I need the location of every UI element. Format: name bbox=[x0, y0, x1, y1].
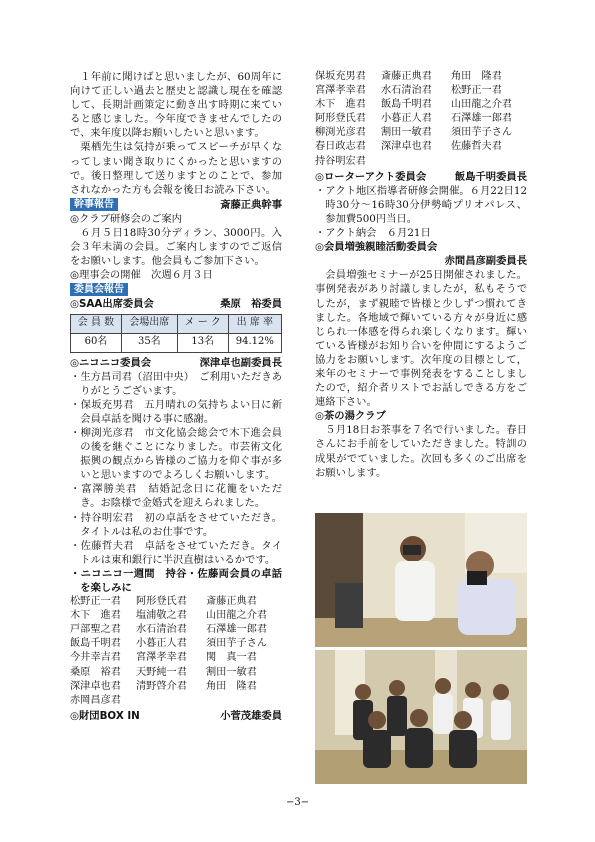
committee-report-label: 委員会報告 bbox=[70, 283, 128, 296]
member-name: 割田一敏君 bbox=[381, 127, 432, 139]
member-name: 木下 進君 bbox=[70, 610, 121, 622]
list-item: ・アクト地区指導者研修会開催。６月22日12時30分〜16時30分伊勢崎プリオパレス、参加費500円当日。 bbox=[315, 184, 527, 225]
member-name: 今井幸吉君 bbox=[70, 652, 121, 664]
table-cell: 13名 bbox=[177, 333, 228, 352]
list-item: ・生方昌司君（沼田中央） ご利用いただきありがとうございます。 bbox=[70, 370, 282, 397]
table-header-cell: 出 席 率 bbox=[228, 314, 281, 333]
right-column bbox=[315, 70, 527, 480]
kanji-report-label: 幹事報告 bbox=[70, 198, 118, 211]
member-name: 水石清治君 bbox=[381, 85, 432, 97]
rotaract-title: ◎ローターアクト委員会 bbox=[315, 170, 427, 183]
member-name: 深津卓也君 bbox=[381, 141, 432, 153]
table-cell: 94.12% bbox=[228, 333, 281, 352]
member-name: 飯島千明君 bbox=[70, 638, 121, 650]
tea-ceremony-photo-2 bbox=[315, 650, 527, 784]
membership-committee-title: ◎会員増強親睦活動委員会 bbox=[315, 241, 438, 254]
member-name: 阿形登氏君 bbox=[315, 113, 366, 125]
member-name: 角田 隆君 bbox=[451, 71, 502, 82]
member-name: 塩浦敬之君 bbox=[136, 610, 187, 622]
member-name: 割田一敏君 bbox=[206, 666, 257, 678]
board-meeting-notice: ◎理事会の開催 次週６月３日 bbox=[70, 269, 213, 282]
attendance-table-header-row bbox=[71, 314, 282, 333]
member-name: 山田龍之介君 bbox=[451, 99, 513, 111]
rotaract-person: 飯島千明委員長 bbox=[454, 170, 527, 183]
member-name: 深津卓也君 bbox=[70, 680, 121, 692]
member-name: 戸部聖之君 bbox=[70, 624, 121, 636]
table-cell: 60名 bbox=[71, 333, 122, 352]
donor-name-grid bbox=[315, 70, 527, 169]
saa-header bbox=[70, 297, 282, 311]
tea-club-body: ５月18日お茶事を７名で行いました。春日さんにお手前をしていただきました。特訓の成果がでていました。次回も多くのご出席をお願いします。 bbox=[315, 424, 527, 479]
member-name: 阿形登氏君 bbox=[136, 596, 187, 608]
member-name: 須田芋子さん bbox=[451, 127, 513, 139]
list-item: ・佐藤哲夫君 卓話をさせていただき。タイトルは東和銀行に半沢直樹はいるかです。 bbox=[70, 539, 282, 566]
member-name: 山田龍之介君 bbox=[206, 610, 268, 622]
member-name: 持谷明宏君 bbox=[315, 155, 366, 167]
club-training-title: ◎クラブ研修会のご案内 bbox=[70, 212, 182, 225]
saa-person: 桑原 裕委員 bbox=[220, 298, 282, 311]
member-name: 宮澤孝幸君 bbox=[136, 652, 187, 664]
kanji-report-header bbox=[70, 198, 282, 212]
member-name: 須田芋子さん bbox=[206, 638, 268, 650]
nikoniko-list bbox=[70, 370, 282, 567]
list-item: ・柳渕光彦君 市文化協会総会で木下進会員の後を継ぐことになりました。市芸術文化振興の観点から皆様のご協力を仰ぐ事が多いと思いますのでよろしくお願いします。 bbox=[70, 426, 282, 482]
member-name: 斎藤正典君 bbox=[381, 71, 432, 82]
list-item: ・富澤勝美君 結婚記念日に花籠をいただき。お陰様で金婚式を迎えられました。 bbox=[70, 483, 282, 510]
member-name: 松野正一君 bbox=[70, 596, 121, 608]
page-number: −3− bbox=[285, 797, 310, 808]
list-item: ・保坂充男君 五月晴れの気持ちよい日に新会員卓話を聞ける事に感謝。 bbox=[70, 398, 282, 425]
committee-report-header bbox=[70, 283, 282, 296]
member-name: 関 真一君 bbox=[206, 652, 257, 664]
nikoniko-header bbox=[70, 356, 282, 370]
member-name: 小暮正人君 bbox=[381, 113, 432, 125]
zaidan-person: 小菅茂雄委員 bbox=[220, 709, 282, 722]
attendance-table bbox=[70, 314, 282, 353]
tea-ceremony-photo-1-image bbox=[315, 513, 527, 647]
member-name: 角田 隆君 bbox=[206, 680, 257, 692]
membership-committee-person: 赤間昌彦副委員長 bbox=[444, 255, 527, 268]
intro-paragraph-2: 栗栖先生は気持が乗ってスピーチが早くなってしまい聞き取りにくかったと思いますので。後日整理して送りますとのことで、参加されなかった方も会報を後日お読み下さい。 bbox=[70, 141, 282, 196]
member-name: 宮澤孝幸君 bbox=[315, 85, 366, 97]
saa-title: ◎SAA出席委員会 bbox=[70, 298, 154, 311]
list-item: ・アクト納会 ６月21日 bbox=[315, 227, 431, 240]
tea-ceremony-photo-1 bbox=[315, 513, 527, 647]
member-name: 石澤雄一郎君 bbox=[206, 624, 268, 636]
attendance-table-row bbox=[71, 333, 282, 352]
member-name: 水石清治君 bbox=[136, 624, 187, 636]
zaidan-title: ◎財団BOX IN bbox=[70, 709, 140, 722]
club-training-body: ６月５日18時30分ディラン、3000円。入会３年未満の会員。ご案内しますのでご返信をお願いします。他会員もご参加下さい。 bbox=[70, 227, 282, 268]
zaidan-header bbox=[70, 709, 282, 723]
rotaract-header bbox=[315, 170, 527, 184]
member-name: 赤岡昌彦君 bbox=[70, 694, 121, 706]
member-name: 石澤雄一郎君 bbox=[451, 113, 513, 125]
member-name: 柳渕光彦君 bbox=[315, 127, 366, 139]
nikoniko-week-title: ・ニコニコ一週間 持谷・佐藤両会員の卓話を楽しみに bbox=[70, 567, 282, 594]
member-name: 天野純一君 bbox=[136, 666, 187, 678]
left-column bbox=[70, 70, 282, 723]
tea-ceremony-photo-2-image bbox=[315, 650, 527, 784]
membership-committee-body: 会員増強セミナーが25日開催されました。事例発表があり討議しましたが，私もそうでしたが，まず親睦で皆様と少しずつ慣れてきました。各地域で輝いている方々が身近に感じられ一体感を得られ楽しくなります。輝いている皆様がお知り合いを仲間にするようご協力をお願いします。次年度の目標として，来年のセミナーで事例発表をすることしましたので，紹介者リストでお話しできる方をご連絡下さい。 bbox=[315, 269, 527, 409]
member-name: 佐藤哲夫君 bbox=[451, 141, 502, 153]
tea-club-title: ◎茶の湯クラブ bbox=[315, 410, 386, 423]
nikoniko-title: ◎ニコニコ委員会 bbox=[70, 356, 152, 369]
nikoniko-person: 深津卓也副委員長 bbox=[199, 356, 282, 369]
list-item: ・持谷明宏君 初の卓話をさせていただき。タイトルは私のお仕事です。 bbox=[70, 511, 282, 538]
intro-paragraph-1: １年前に聞けばと思いましたが、60周年に向けて正しい過去と歴史と認識し現在を確認して、長期計画策定に動き出す時期に来ていると感じました。今年度できませんでしたので、来年度以降お願いしたいと思います。 bbox=[70, 71, 282, 140]
member-name: 春日政志君 bbox=[315, 141, 366, 153]
member-name: 斎藤正典君 bbox=[206, 596, 257, 608]
table-header-cell: 会 員 数 bbox=[71, 314, 122, 333]
member-name: 桑原 裕君 bbox=[70, 666, 121, 678]
kanji-report-person: 斎藤正典幹事 bbox=[220, 198, 282, 211]
member-name: 木下 進君 bbox=[315, 99, 366, 111]
table-header-cell: 会場出席 bbox=[121, 314, 177, 333]
table-header-cell: メ ー ク bbox=[177, 314, 228, 333]
member-name-grid bbox=[70, 595, 282, 708]
member-name: 清野啓介君 bbox=[136, 680, 187, 692]
member-name: 松野正一君 bbox=[451, 85, 502, 97]
member-name: 飯島千明君 bbox=[381, 99, 432, 111]
member-name: 小暮正人君 bbox=[136, 638, 187, 650]
member-name: 保坂充男君 bbox=[315, 71, 366, 82]
table-cell: 35名 bbox=[121, 333, 177, 352]
